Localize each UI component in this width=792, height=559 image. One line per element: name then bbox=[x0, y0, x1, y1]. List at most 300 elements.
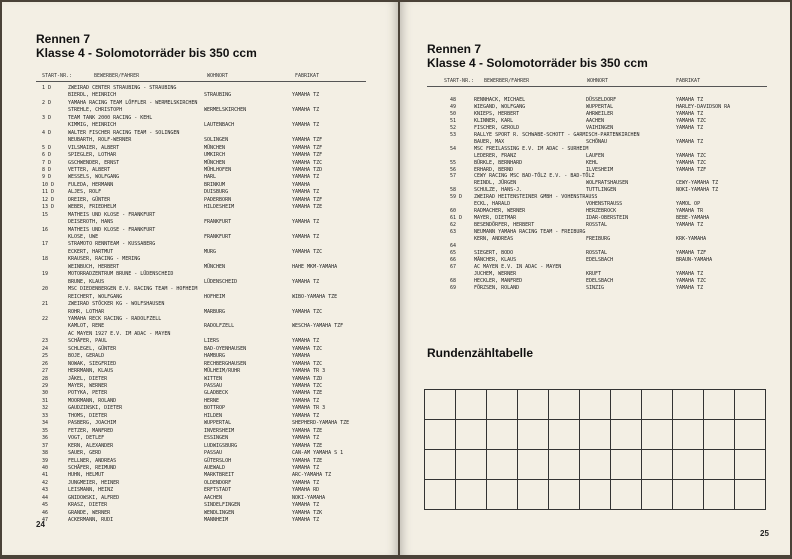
make: YAMAHA TZE bbox=[292, 442, 323, 449]
hometown: FRANKFURT bbox=[204, 234, 232, 240]
hometown: WOLFRATSHAUSEN bbox=[586, 180, 629, 187]
start-number: 10 D bbox=[42, 181, 55, 188]
entrant-name: WIEGAND, WOLFGANG bbox=[474, 103, 526, 110]
start-number: 35 bbox=[42, 427, 49, 434]
make: YAMAHA TZE bbox=[292, 390, 323, 397]
hometown: WERMELSKIRCHEN bbox=[204, 107, 247, 114]
hometown: UMKIRCH bbox=[204, 152, 226, 159]
start-number: 2 D bbox=[42, 99, 52, 106]
start-number: 47 bbox=[42, 517, 49, 524]
make: YAMAHA TR 3 bbox=[292, 405, 326, 412]
hometown: ILVESHEIM bbox=[586, 166, 614, 173]
header-wohnort: WOHNORT bbox=[207, 73, 229, 79]
entrant-name: POTYKA, PETER bbox=[68, 390, 108, 397]
hometown: KEHL bbox=[586, 159, 599, 166]
lap-table-title: Rundenzähltabelle bbox=[427, 346, 534, 360]
entrant-name: KNIEPS, HERBERT bbox=[474, 110, 520, 117]
make: YAMAHA TZ bbox=[292, 412, 320, 419]
hometown: HAMBURG bbox=[204, 353, 226, 360]
lap-count-table bbox=[424, 389, 766, 510]
entrant-name: MOTORRADZENTRUM BRUNE - LÜDENSCHEID bbox=[68, 271, 174, 278]
start-number: 54 bbox=[450, 145, 457, 152]
make: YAMAHA TZE bbox=[292, 427, 323, 434]
start-number: 44 bbox=[42, 494, 49, 501]
entrant-name: WEBER, FRIEDHELM bbox=[68, 204, 117, 211]
make: YAMAHA TZ bbox=[292, 517, 320, 524]
right-page bbox=[400, 2, 790, 555]
start-number: 38 bbox=[42, 450, 49, 457]
table-row bbox=[425, 390, 766, 420]
start-number: 63 bbox=[450, 229, 457, 236]
entrant-name: RENNHACK, MICHAEL bbox=[474, 97, 526, 103]
make: YAMAHA TZF bbox=[292, 144, 323, 151]
make: BRAUN-YAMAHA bbox=[676, 256, 713, 263]
hometown: GLADBECK bbox=[204, 390, 229, 397]
start-number: 32 bbox=[42, 405, 49, 412]
make: YAMAHA TZC bbox=[292, 159, 323, 166]
make: YAMAHA TZ bbox=[292, 219, 320, 226]
start-number: 33 bbox=[42, 412, 49, 419]
make: YAMAHA TZF bbox=[676, 166, 707, 173]
entrant-name: MAYER, WERNER bbox=[68, 383, 108, 389]
entrant-name: THOMS, DIETER bbox=[68, 412, 108, 419]
make: CEWY-YAMAHA TZ bbox=[676, 180, 719, 187]
entrant-name: TEAM TANK 2000 RACING - KEHL bbox=[68, 114, 153, 121]
hometown: RADOLFZELL bbox=[204, 323, 235, 330]
entrant-name: AC MAYEN 1927 E.V. IM ADAC - MAYEN bbox=[68, 330, 171, 337]
page-number: 25 bbox=[760, 529, 769, 538]
entrant-name: MAYER, DIETMAR bbox=[474, 215, 517, 222]
make: BEBE-YAMAHA bbox=[676, 215, 710, 222]
hometown: ROSSTAL bbox=[586, 222, 608, 229]
entrant-name: KERN, ANDREAS bbox=[474, 236, 514, 242]
hometown: HERZEBROCK bbox=[586, 208, 617, 215]
entrant-name: NEUBARTH, ROLF-WERNER bbox=[68, 137, 132, 144]
start-number: 16 bbox=[42, 226, 49, 233]
start-number: 1 D bbox=[42, 85, 52, 91]
header-fabrikat: FABRIKAT bbox=[295, 73, 320, 79]
left-page bbox=[2, 2, 398, 555]
entrant-name: WEINBUCH, HERBERT bbox=[68, 263, 120, 270]
start-number: 46 bbox=[42, 509, 49, 516]
start-number: 67 bbox=[450, 263, 457, 270]
make: YAMAHA TZ bbox=[292, 338, 320, 345]
start-number: 7 D bbox=[42, 159, 52, 166]
make: NOKI-YAMAHA TZ bbox=[676, 187, 719, 194]
hometown: BOTTROP bbox=[204, 405, 226, 412]
make: CAN-AM YAMAHA S 1 bbox=[292, 450, 344, 457]
make: YAMAHA TZ bbox=[292, 278, 320, 285]
start-number: 23 bbox=[42, 338, 49, 345]
entrant-name: BAUER, MAX bbox=[474, 138, 505, 145]
hometown: SOLINGEN bbox=[204, 137, 229, 144]
class-title: Klasse 4 - Solomotorräder bis 350 ccm bbox=[36, 46, 257, 60]
entrant-name: FISCHER, GEROLD bbox=[474, 124, 520, 131]
entrant-name: VOGT, DETLEF bbox=[68, 435, 105, 442]
start-number: 55 bbox=[450, 159, 457, 166]
entrant-name: HECKLER, MANFRED bbox=[474, 277, 523, 284]
make: WESCHA-YAMAHA TZF bbox=[292, 323, 344, 330]
hometown: LIERS bbox=[204, 338, 220, 345]
start-number: 69 bbox=[450, 284, 457, 291]
entrant-name: REICHERT, WOLFGANG bbox=[68, 293, 123, 300]
hometown: PASSAU bbox=[204, 383, 223, 389]
entrant-name: PASBERG, JOACHIM bbox=[68, 420, 117, 427]
start-number: 15 bbox=[42, 211, 49, 218]
table-row bbox=[425, 480, 766, 510]
entrant-name: ACKERMANN, RUDI bbox=[68, 517, 114, 524]
start-number: 4 D bbox=[42, 129, 52, 136]
make: YAMAHA TZ bbox=[292, 479, 320, 486]
make: YAMAHA bbox=[292, 181, 311, 188]
entrant-name: SPIEGLER, LOTHAR bbox=[68, 152, 117, 159]
entrant-name: JÄKEL, DIETER bbox=[68, 375, 108, 382]
entrant-name: ERHARD, BERND bbox=[474, 166, 514, 173]
start-number: 36 bbox=[42, 435, 49, 442]
header-fabrikat: FABRIKAT bbox=[676, 78, 701, 84]
start-number: 22 bbox=[42, 315, 49, 322]
hometown: MÜLHEIM/RUHR bbox=[204, 368, 241, 375]
make: YAMAHA TZC bbox=[292, 308, 323, 315]
entrant-name: MATHEIS UND KLOSE - FRANKFURT bbox=[68, 226, 156, 233]
table-row bbox=[425, 420, 766, 450]
start-number: 29 bbox=[42, 383, 49, 389]
start-number: 5 D bbox=[42, 144, 52, 151]
entrant-name: ZWEIRAD HEITENSTEINER GMBH - VOHENSTRAUSS bbox=[474, 194, 598, 201]
entrant-name: AC MAYEN E.V. IN ADAC - MAYEN bbox=[474, 263, 562, 270]
start-number: 31 bbox=[42, 397, 49, 404]
hometown: MÜNCHEN bbox=[204, 263, 226, 270]
make: YAMAHA TZC bbox=[676, 277, 707, 284]
hometown: LUDWIGSBURG bbox=[204, 442, 238, 449]
make: YAMAHA TZC bbox=[292, 345, 323, 352]
entrant-name: CEWY RACING MSC BAD-TÖLZ E.V. - BAD-TÖLZ bbox=[474, 173, 595, 180]
make: YAMAHA TZ bbox=[676, 124, 704, 131]
start-number: 66 bbox=[450, 256, 457, 263]
start-number: 48 bbox=[450, 97, 457, 103]
start-number: 53 bbox=[450, 131, 457, 138]
entrant-name: JUNGMEIER, HEINER bbox=[68, 479, 120, 486]
start-number: 3 D bbox=[42, 114, 52, 121]
start-number: 37 bbox=[42, 442, 49, 449]
hometown: HARL bbox=[204, 174, 217, 181]
hometown: EDELSBACH bbox=[586, 277, 614, 284]
hometown: TUTTLINGEN bbox=[586, 187, 617, 194]
make: YAMAHA TZK bbox=[292, 509, 323, 516]
hometown: OLDENDORF bbox=[204, 479, 232, 486]
make: ARC-YAMAHA TZ bbox=[292, 472, 332, 479]
make: YAMAHA TZF bbox=[292, 137, 323, 144]
start-number: 51 bbox=[450, 117, 457, 124]
header-start-nr: START-NR.: bbox=[444, 78, 475, 84]
hometown: PADERBORN bbox=[204, 196, 232, 203]
start-number: 9 D bbox=[42, 174, 52, 181]
make: YAMAHA TZC bbox=[676, 117, 707, 124]
start-number: 64 bbox=[450, 242, 457, 249]
start-number: 40 bbox=[42, 464, 49, 471]
entrant-name: GSCHWENDER, ERNST bbox=[68, 159, 120, 166]
header-rule bbox=[427, 86, 767, 87]
table-row bbox=[425, 450, 766, 480]
start-number: 49 bbox=[450, 103, 457, 110]
entrant-name: SIEGERT, BODO bbox=[474, 249, 514, 256]
entrant-name: KAMLOT, RENE bbox=[68, 323, 105, 330]
page-number: 24 bbox=[36, 520, 45, 529]
hometown: INVERSHEIM bbox=[204, 427, 235, 434]
start-number: 42 bbox=[42, 479, 49, 486]
make: YAMAHA TZ bbox=[676, 270, 704, 277]
make: YAMAHA TZ bbox=[292, 107, 320, 114]
entrant-name: DREIER, GÜNTER bbox=[68, 196, 111, 203]
hometown: VAIHINGEN bbox=[586, 124, 614, 131]
make: YAMAHA TZ bbox=[292, 174, 320, 181]
make: YAMAHA TZ bbox=[292, 464, 320, 471]
make: YAMAHA TZ bbox=[292, 397, 320, 404]
start-number: 21 bbox=[42, 301, 49, 308]
make: YAMAHA TZ bbox=[292, 502, 320, 509]
start-number: 60 bbox=[450, 208, 457, 215]
make: YAMAHA TZF bbox=[676, 249, 707, 256]
hometown: AHRWEILER bbox=[586, 110, 614, 117]
hometown: ROSSTAL bbox=[586, 249, 608, 256]
hometown: ERFTSTADT bbox=[204, 487, 232, 494]
hometown: HERNE bbox=[204, 397, 220, 404]
entrant-name: SCHÄFER, REIMUND bbox=[68, 464, 117, 471]
make: YAMAHA TZF bbox=[292, 152, 323, 159]
start-number: 17 bbox=[42, 241, 49, 248]
hometown: MÜNCHEN bbox=[204, 159, 226, 166]
hometown: LÜDENSCHEID bbox=[204, 278, 238, 285]
hometown: LAUFEN bbox=[586, 152, 605, 159]
make: YAMAHA TZ bbox=[676, 110, 704, 117]
make: YAMAHA TZD bbox=[292, 166, 323, 173]
start-number: 19 bbox=[42, 271, 49, 278]
hometown: WENDLINGEN bbox=[204, 509, 235, 516]
entrant-name: KIMMIG, HEINRICH bbox=[68, 122, 117, 129]
start-number: 28 bbox=[42, 375, 49, 382]
make: YAMAHA TZD bbox=[292, 375, 323, 382]
entrant-name: SAUER, GERD bbox=[68, 450, 102, 457]
entrant-name: HERRMANN, KLAUS bbox=[68, 368, 114, 375]
header-wohnort: WOHNORT bbox=[587, 78, 609, 84]
make: KRK-YAMAHA bbox=[676, 236, 707, 242]
entrant-name: RALLYE SPORT R. SCHWABE-SCHOTT - GARMISCH-PARTENKIRCHEN bbox=[474, 131, 640, 138]
entrant-name: BRUNE, KLAUS bbox=[68, 278, 105, 285]
make: YAMAHA TZ bbox=[292, 234, 320, 240]
race-title: Rennen 7 bbox=[36, 32, 91, 46]
make: YAMAHA TZC bbox=[676, 159, 707, 166]
hometown: ESSINGEN bbox=[204, 435, 229, 442]
header-bewerber: BEWERBER/FAHRER bbox=[484, 78, 530, 84]
header-bewerber: BEWERBER/FAHRER bbox=[94, 73, 140, 79]
start-number: 52 bbox=[450, 124, 457, 131]
entrant-name: MÄNCHER, KLAUS bbox=[474, 256, 517, 263]
start-number: 18 bbox=[42, 256, 49, 263]
entrant-name: WESSELS, WOLFGANG bbox=[68, 174, 120, 181]
entrant-name: MSC FREILASSING E.V. IM ADAC - SURHEIM bbox=[474, 145, 589, 152]
hometown: LAUTENBACH bbox=[204, 122, 235, 129]
hometown: AACHEN bbox=[204, 494, 223, 501]
hometown: DUISBURG bbox=[204, 189, 229, 196]
make: YAMAHA TZ bbox=[292, 435, 320, 442]
entrant-name: STREHLE, CHRISTOPH bbox=[68, 107, 123, 114]
start-number: 12 D bbox=[42, 196, 55, 203]
hometown: FREIBURG bbox=[586, 236, 611, 242]
hometown: STRAUBING bbox=[204, 92, 232, 99]
make: YAMAHA TZ bbox=[292, 189, 320, 196]
start-number: 59 D bbox=[450, 194, 463, 201]
entrant-name: HUHN, HELMUT bbox=[68, 472, 105, 479]
start-number: 58 bbox=[450, 187, 457, 194]
entrant-name: YAMAHA RECK RACING - RADOLFZELL bbox=[68, 315, 162, 322]
entrant-name: BIERDL, HEINRICH bbox=[68, 92, 117, 99]
hometown: HOFHEIM bbox=[204, 293, 226, 300]
hometown: SINDELFINGEN bbox=[204, 502, 241, 509]
start-number: 20 bbox=[42, 286, 49, 293]
start-number: 41 bbox=[42, 472, 49, 479]
entrant-name: ECKL, HARALD bbox=[474, 201, 511, 208]
entrant-name: KRASZ, DIETER bbox=[68, 502, 108, 509]
hometown: IDAR-OBERSTEIN bbox=[586, 215, 629, 222]
hometown: HILDESHEIM bbox=[204, 204, 235, 211]
entrant-name: FÖRZSEN, ROLAND bbox=[474, 284, 520, 291]
entrant-name: KRAUSER, RACING - MERING bbox=[68, 256, 141, 263]
start-number: 6 D bbox=[42, 152, 52, 159]
start-number: 68 bbox=[450, 277, 457, 284]
hometown: SCHÖNAU bbox=[586, 138, 608, 145]
make: YAMAHA TZ bbox=[676, 138, 704, 145]
race-title: Rennen 7 bbox=[427, 42, 482, 56]
hometown: MÜNCHEN bbox=[204, 144, 226, 151]
start-number: 11 D bbox=[42, 189, 55, 196]
start-number: 43 bbox=[42, 487, 49, 494]
hometown: RECHBERGHAUSEN bbox=[204, 360, 247, 367]
entrant-name: WALTER FISCHER RACING TEAM - SOLINGEN bbox=[68, 129, 180, 136]
start-number: 50 bbox=[450, 110, 457, 117]
start-number: 25 bbox=[42, 353, 49, 360]
entrant-name: YAMAHA RACING TEAM LÖFFLER - WERMELSKIRCHEN bbox=[68, 99, 198, 106]
start-number: 45 bbox=[42, 502, 49, 509]
start-number: 34 bbox=[42, 420, 49, 427]
start-number: 27 bbox=[42, 368, 49, 375]
make: YAMAHA TZC bbox=[676, 152, 707, 159]
entrant-name: VETTER, ALBERT bbox=[68, 166, 111, 173]
start-number: 57 bbox=[450, 173, 457, 180]
make: YAMAHA TR bbox=[676, 208, 704, 215]
start-number: 62 bbox=[450, 222, 457, 229]
start-number: 61 D bbox=[450, 215, 463, 222]
entrant-name: ZWEIRAD CENTER STRAUBING - STRAUBING bbox=[68, 85, 177, 91]
entrant-name: KLINNER, KARL bbox=[474, 117, 514, 124]
make: YAMAHA RD bbox=[292, 487, 320, 494]
start-number: 24 bbox=[42, 345, 49, 352]
hometown: SINZIG bbox=[586, 284, 605, 291]
entrant-name: ECKERT, HARTMUT bbox=[68, 248, 114, 255]
entrant-name: GNIDOWSKI, ALFRED bbox=[68, 494, 120, 501]
hometown: VOHENSTRAUSS bbox=[586, 201, 623, 208]
make: NOKI-YAMAHA bbox=[292, 494, 326, 501]
make: YAMAHA TZE bbox=[292, 457, 323, 464]
entrant-name: NOWAK, SIEGFRIED bbox=[68, 360, 117, 367]
entrant-name: FELLNER, ANDREAS bbox=[68, 457, 117, 464]
hometown: BAD-OYENHAUSEN bbox=[204, 345, 247, 352]
make: YAMAHA TZ bbox=[676, 97, 704, 103]
make: HAHE MKM-YAMAHA bbox=[292, 263, 338, 270]
start-number: 26 bbox=[42, 360, 49, 367]
entrant-name: KERN, ALEXANDER bbox=[68, 442, 114, 449]
entrant-name: SCHÄFER, PAUL bbox=[68, 338, 108, 345]
entrant-name: FULEDA, HERMANN bbox=[68, 181, 114, 188]
entrant-name: ZWEIRAD STÖCKER KG - WOLFSHAUSEN bbox=[68, 301, 165, 308]
hometown: MARBURG bbox=[204, 308, 226, 315]
start-number: 56 bbox=[450, 166, 457, 173]
make: SHEPHERD-YAMAHA TZE bbox=[292, 420, 350, 427]
hometown: PASSAU bbox=[204, 450, 223, 457]
entrant-name: ROHR, LOTHAR bbox=[68, 308, 105, 315]
entrant-name: REINDL, JÜRGEN bbox=[474, 180, 517, 187]
make: YAMAHA TR 3 bbox=[292, 368, 326, 375]
make: YAMAHA TZC bbox=[292, 360, 323, 367]
make: YAMAHA TZE bbox=[292, 204, 323, 211]
make: YAMAHA TZ bbox=[676, 284, 704, 291]
entrant-name: STRAMOTO RENNTEAM - KUSSABERG bbox=[68, 241, 156, 248]
entrant-name: BÜRKLE, BERNHARD bbox=[474, 159, 523, 166]
entrant-name: RADMACHER, WERNER bbox=[474, 208, 526, 215]
hometown: EDELSBACH bbox=[586, 256, 614, 263]
entrant-name: FETZER, MANFRED bbox=[68, 427, 114, 434]
start-number: 65 bbox=[450, 249, 457, 256]
hometown: DÜSSELDORF bbox=[586, 97, 617, 103]
entrant-name: NEUMANN YAMAHA RACING TEAM - FREIBURG bbox=[474, 229, 586, 236]
entrant-name: LEDERER, FRANZ bbox=[474, 152, 517, 159]
make: YAMAHA TZC bbox=[292, 248, 323, 255]
hometown: KRUFT bbox=[586, 270, 602, 277]
hometown: WITTEN bbox=[204, 375, 223, 382]
entrant-name: SCHLEGEL, GÜNTER bbox=[68, 345, 117, 352]
start-number: 13 D bbox=[42, 204, 55, 211]
header-start-nr: START-NR.: bbox=[42, 73, 73, 79]
hometown: AACHEN bbox=[586, 117, 605, 124]
entrant-name: VILSMAIER, ALBERT bbox=[68, 144, 120, 151]
hometown: WUPPERTAL bbox=[586, 103, 614, 110]
make: YAMAHA TZ bbox=[292, 92, 320, 99]
entrant-name: MATHEIS UND KLOSE - FRANKFURT bbox=[68, 211, 156, 218]
hometown: MARKTBREIT bbox=[204, 472, 235, 479]
make: HARLEY-DAVIDSON RA bbox=[676, 103, 731, 110]
hometown: BRINKUM bbox=[204, 181, 226, 188]
hometown: HILDEN bbox=[204, 412, 223, 419]
entrant-name: BESENDÖRFER, HERBERT bbox=[474, 222, 535, 229]
hometown: AUEWALD bbox=[204, 464, 226, 471]
make: YAMOL OP bbox=[676, 201, 701, 208]
start-number: 8 D bbox=[42, 166, 52, 173]
start-number: 30 bbox=[42, 390, 49, 397]
entrant-name: LEISMANN, HEINZ bbox=[68, 487, 114, 494]
entrant-name: DEISEROTH, HANS bbox=[68, 219, 114, 226]
entrant-name: GRANDE, WERNER bbox=[68, 509, 111, 516]
make: YAMAHA TZ bbox=[676, 222, 704, 229]
entrant-name: ALJES, ROLF bbox=[68, 189, 102, 196]
hometown: WUPPERTAL bbox=[204, 420, 232, 427]
hometown: MANNHEIM bbox=[204, 517, 229, 524]
hometown: GÜTERSLOH bbox=[204, 457, 232, 464]
make: YAMAHA bbox=[292, 353, 311, 360]
entrant-name: JUCHEM, WERNER bbox=[474, 270, 517, 277]
hometown: MURG bbox=[204, 248, 217, 255]
header-rule bbox=[36, 81, 366, 82]
entrant-name: SCHULZE, HANS-J. bbox=[474, 187, 523, 194]
make: YAMAHA TZ bbox=[292, 122, 320, 129]
